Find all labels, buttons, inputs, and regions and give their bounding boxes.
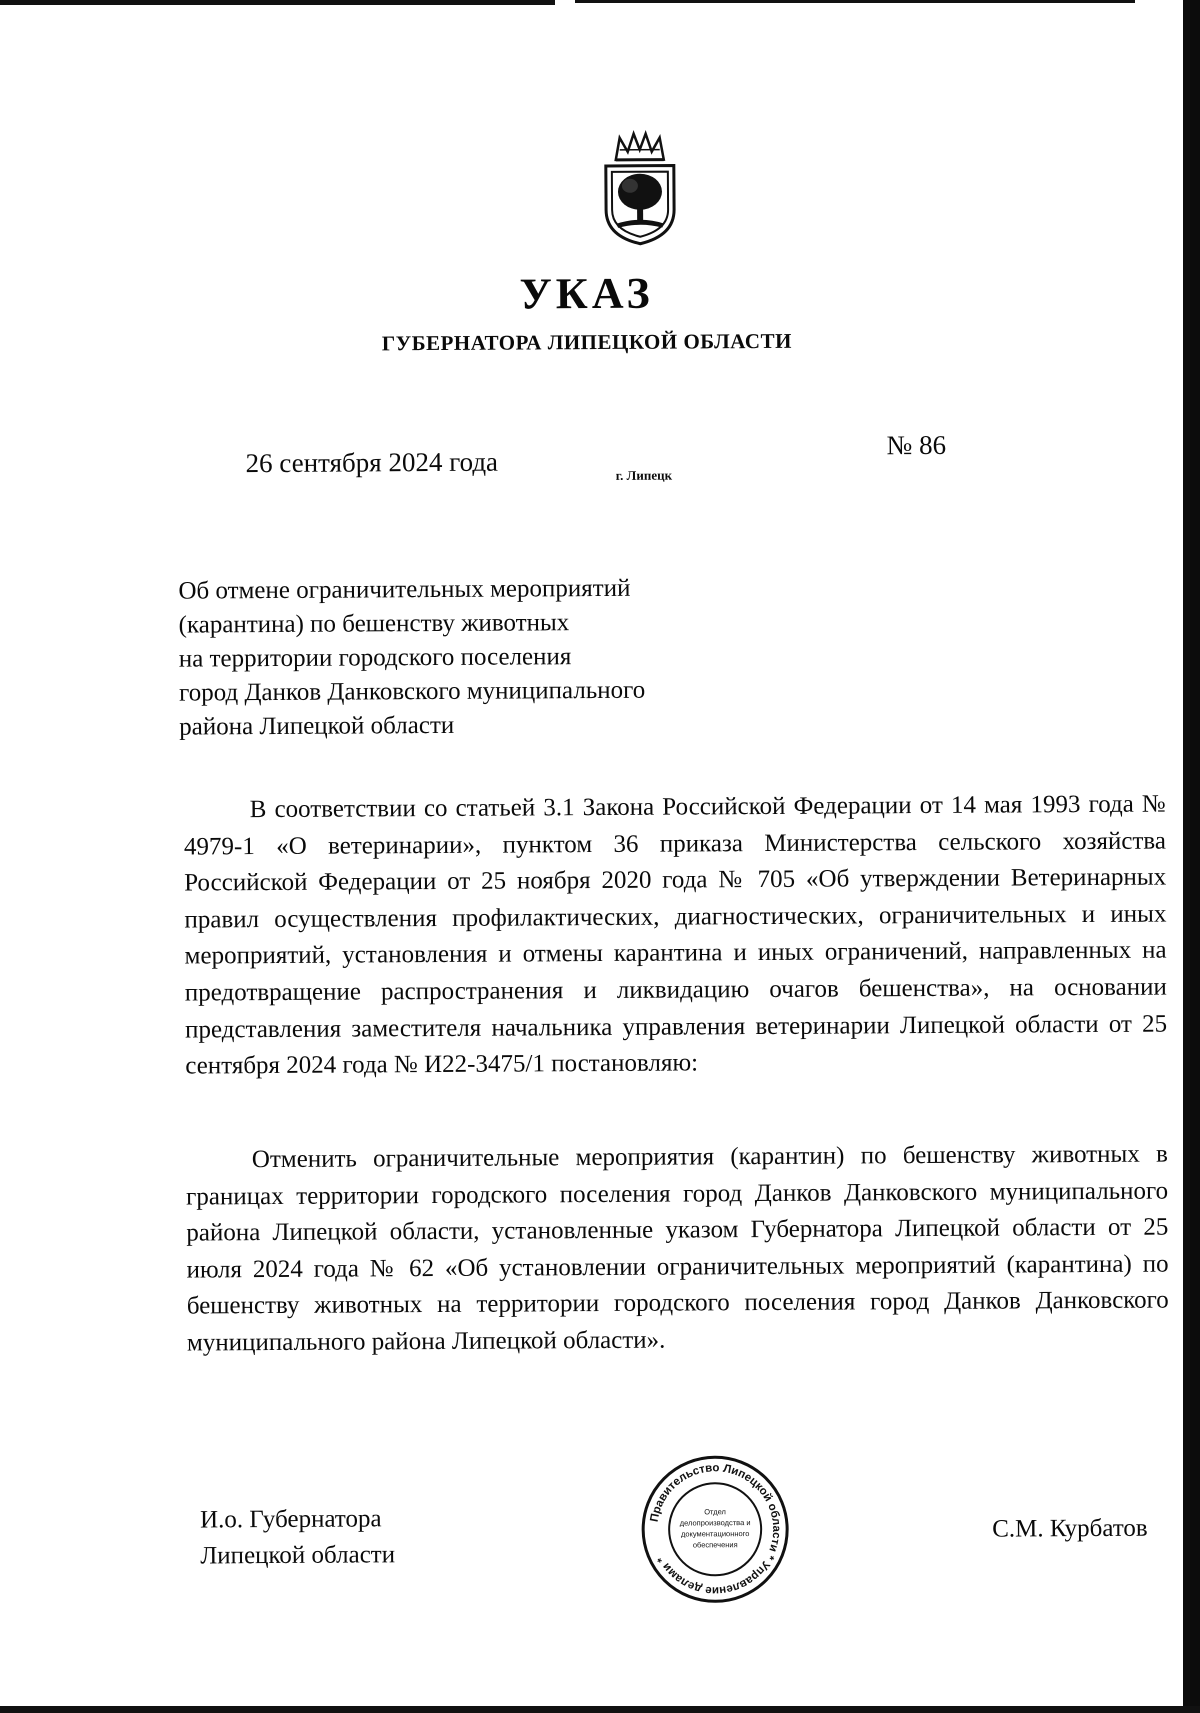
document-number: № 86	[886, 429, 947, 461]
stamp-center-line: Отдел	[704, 1507, 726, 1517]
coat-of-arms-icon	[596, 129, 685, 248]
stamp-center-line: делопроизводства и	[679, 1518, 751, 1528]
paragraph-decision: Отменить ограничительные мероприятия (карантин) по бешенству животных в границах территории городского поселения город Данков Данковского муниципального района Липецкой области, установленные указом Губернатора Липецкой области от 25 июля 2024 года № 62 «Об установлении ограничительных мероприятий (карантина) по бешенству животных на территории городского поселения город Данков Данковского муниципального района Липецкой области».	[186, 1140, 1169, 1357]
heading-line: района Липецкой области	[179, 711, 455, 741]
heading-line: на территории городского поселения	[178, 643, 572, 673]
signer-position	[200, 1501, 395, 1574]
document-heading	[178, 571, 739, 744]
stamp-ring-text: Правительство Липецкой области * Управление делами *	[648, 1462, 783, 1597]
document-city: г. Липецк	[615, 467, 673, 483]
document-issuer: ГУБЕРНАТОРА ЛИПЕЦКОЙ ОБЛАСТИ	[381, 328, 792, 356]
stamp-center-line: обеспечения	[692, 1540, 738, 1550]
heading-line: город Данков Данковского муниципального	[178, 676, 646, 707]
stamp-center-line: документационного	[680, 1529, 750, 1539]
heading-line: Об отмене ограничительных мероприятий	[178, 574, 631, 605]
scan-edge-right	[1183, 0, 1200, 1713]
heading-line: (карантина) по бешенству животных	[178, 609, 570, 639]
signer-position-line: И.о. Губернатора	[200, 1505, 382, 1534]
signer-name: С.М. Курбатов	[992, 1514, 1148, 1543]
paragraph-preamble: В соответствии со статьей 3.1 Закона Российской Федерации от 14 мая 1993 года № 4979-1 «О ветеринарии», пунктом 36 приказа Министерства сельского хозяйства Российской Федерации от 25 ноября 2020 года № 705 «Об утверждении Ветеринарных правил осуществления профилактических, диагностических, ограничительных и иных мероприятий, установления и отмены карантина и иных ограничений, направленных на предотвращение распространения и ликвидацию очагов бешенства», на основании представления заместителя начальника управления ветеринарии Липецкой области от 25 сентября 2024 года № И22-3475/1 постановляю:	[183, 790, 1168, 1080]
signer-position-line: Липецкой области	[200, 1541, 396, 1570]
official-stamp	[640, 1454, 791, 1605]
document-date: 26 сентября 2024 года	[245, 446, 499, 479]
document-title: УКАЗ	[519, 268, 654, 319]
